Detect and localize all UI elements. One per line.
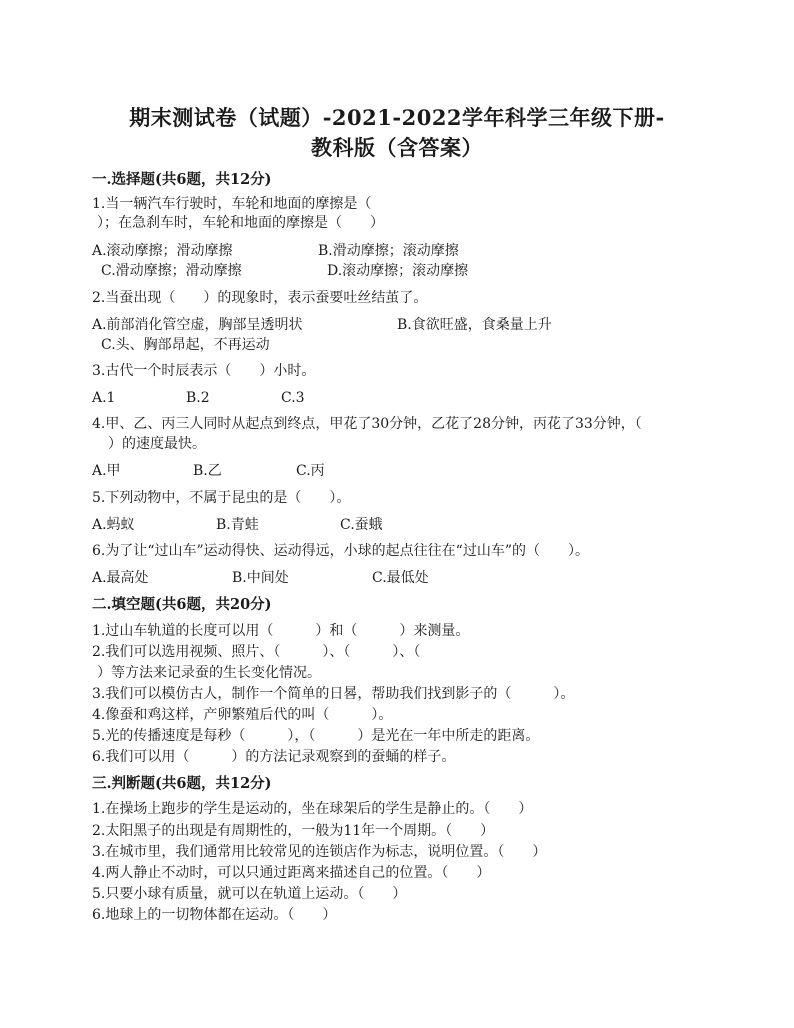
q2-option-b: B.食欲旺盛，食桑量上升 bbox=[397, 317, 552, 333]
q3-option-b: B.2 bbox=[186, 390, 210, 406]
q1-option-a: A.滚动摩擦；滑动摩擦 bbox=[92, 243, 233, 259]
q2-option-c: C.头、胸部昂起，不再运动 bbox=[101, 337, 270, 353]
q3-option-a: A.1 bbox=[92, 390, 116, 406]
q4-option-a: A.甲 bbox=[92, 463, 121, 479]
q2-option-a: A.前部消化管空虚，胸部呈透明状 bbox=[92, 317, 303, 333]
q1-stem-line2: ）；在急刹车时，车轮和地面的摩擦是（ ） bbox=[97, 215, 384, 231]
section2-heading: 二.填空题(共6题，共20分) bbox=[92, 596, 272, 613]
q1-option-c: C.滑动摩擦；滑动摩擦 bbox=[101, 263, 242, 279]
q6-stem: 6.为了让“过山车”运动得快、运动得远，小球的起点往往在“过山车”的（ ）。 bbox=[92, 543, 589, 559]
q3-option-c: C.3 bbox=[281, 390, 305, 406]
q5-option-b: B.青蛙 bbox=[216, 517, 259, 533]
fill-item-3: 3.我们可以模仿古人，制作一个简单的日晷，帮助我们找到影子的（ ）。 bbox=[92, 686, 575, 702]
q6-option-a: A.最高处 bbox=[92, 570, 149, 586]
fill-item-5: 5.光的传播速度是每秒（ ），（ ）是光在一年中所走的距离。 bbox=[92, 728, 540, 744]
q4-option-b: B.乙 bbox=[193, 463, 222, 479]
q1-option-b: B.滑动摩擦；滚动摩擦 bbox=[318, 243, 459, 259]
judge-item-1: 1.在操场上跑步的学生是运动的，坐在球架后的学生是静止的。（ ） bbox=[92, 801, 533, 817]
q6-option-c: C.最低处 bbox=[372, 570, 429, 586]
q5-option-c: C.蚕蛾 bbox=[340, 517, 383, 533]
q3-stem: 3.古代一个时辰表示（ ）小时。 bbox=[92, 363, 316, 379]
fill-item-1: 1.过山车轨道的长度可以用（ ）和（ ）来测量。 bbox=[92, 623, 470, 639]
exam-title-line2: 教科版（含答案） bbox=[311, 135, 483, 160]
q4-stem-line2: ）的速度最快。 bbox=[108, 436, 206, 452]
section1-heading: 一.选择题(共6题，共12分) bbox=[92, 171, 272, 188]
q4-stem-line1: 4.甲、乙、丙三人同时从起点到终点，甲花了30分钟，乙花了28分钟，丙花了33分钟，（ bbox=[92, 416, 642, 432]
fill-item-2-line2: ）等方法来记录蚕的生长变化情况。 bbox=[97, 665, 321, 681]
fill-item-2-line1: 2.我们可以选用视频、照片、（ ）、（ ）、（ bbox=[92, 644, 421, 660]
judge-item-5: 5.只要小球有质量，就可以在轨道上运动。（ ） bbox=[92, 886, 407, 902]
q2-stem: 2.当蚕出现（ ）的现象时，表示蚕要吐丝结茧了。 bbox=[92, 290, 428, 306]
exam-title-line1: 期末测试卷（试题）-2021-2022学年科学三年级下册- bbox=[129, 105, 665, 130]
judge-item-3: 3.在城市里，我们通常用比较常见的连锁店作为标志，说明位置。（ ） bbox=[92, 844, 547, 860]
q1-stem-line1: 1.当一辆汽车行驶时，车轮和地面的摩擦是（ bbox=[92, 196, 372, 212]
judge-item-4: 4.两人静止不动时，可以只通过距离来描述自己的位置。（ ） bbox=[92, 865, 491, 881]
q5-stem: 5.下列动物中，不属于昆虫的是（ ）。 bbox=[92, 490, 351, 506]
judge-item-2: 2.太阳黑子的出现是有周期性的，一般为11年一个周期。（ ） bbox=[92, 823, 495, 839]
q5-option-a: A.蚂蚁 bbox=[92, 517, 135, 533]
q1-option-d: D.滚动摩擦；滚动摩擦 bbox=[327, 263, 469, 279]
q4-option-c: C.丙 bbox=[296, 463, 325, 479]
q6-option-b: B.中间处 bbox=[232, 570, 289, 586]
fill-item-4: 4.像蚕和鸡这样，产卵繁殖后代的叫（ ）。 bbox=[92, 707, 393, 723]
judge-item-6: 6.地球上的一切物体都在运动。（ ） bbox=[92, 907, 337, 923]
section3-heading: 三.判断题(共6题，共12分) bbox=[92, 775, 272, 792]
fill-item-6: 6.我们可以用（ ）的方法记录观察到的蚕蛹的样子。 bbox=[92, 749, 456, 765]
